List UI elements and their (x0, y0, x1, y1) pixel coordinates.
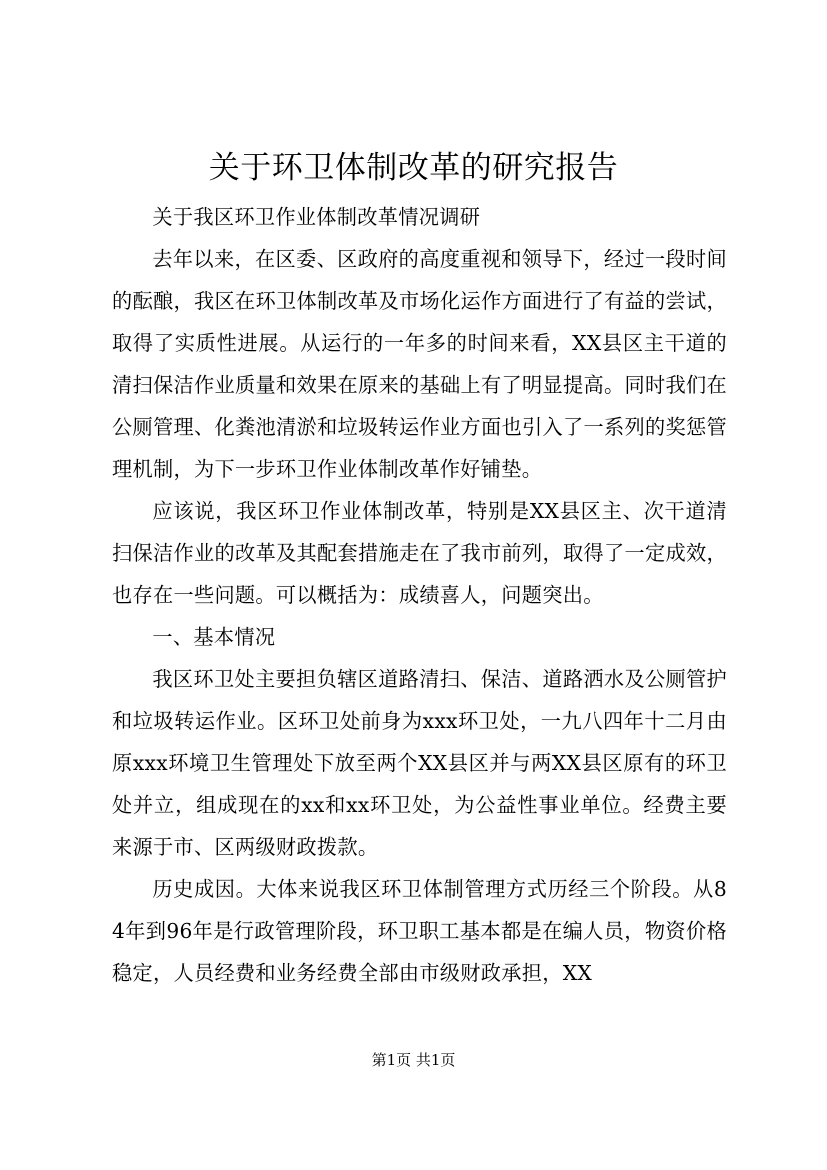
paragraph-subtitle: 关于我区环卫作业体制改革情况调研 (152, 205, 481, 229)
document-body (112, 196, 727, 994)
section-heading: 一、基本情况 (152, 625, 276, 649)
paragraph: 历史成因。大体来说我区环卫体制管理方式历经三个阶段。从84年到96年是行政管理阶段，环卫职工基本都是在编人员，物资价格稳定，人员经费和业务经费全部由市级财政承担，XX (112, 877, 727, 985)
paragraph: 去年以来，在区委、区政府的高度重视和领导下，经过一段时间的酝酿，我区在环卫体制改革及市场化运作方面进行了有益的尝试，取得了实质性进展。从运行的一年多的时间来看，XX县区主干道的清扫保洁作业质量和效果在原来的基础上有了明显提高。同时我们在公厕管理、化粪池清淤和垃圾转运作业方面也引入了一系列的奖惩管理机制，为下一步环卫作业体制改革作好铺垫。 (112, 247, 727, 481)
paragraph: 应该说，我区环卫作业体制改革，特别是XX县区主、次干道清扫保洁作业的改革及其配套措施走在了我市前列，取得了一定成效，也存在一些问题。可以概括为：成绩喜人，问题突出。 (112, 499, 727, 607)
document-title: 关于环卫体制改革的研究报告 (208, 150, 619, 186)
page-footer: 第1页 共1页 (371, 1051, 456, 1069)
paragraph: 我区环卫处主要担负辖区道路清扫、保洁、道路洒水及公厕管护和垃圾转运作业。区环卫处前身为xxx环卫处，一九八四年十二月由原xxx环境卫生管理处下放至两个XX县区并与两XX县区原有的环卫处并立，组成现在的xx和xx环卫处，为公益性事业单位。经费主要来源于市、区两级财政拨款。 (112, 667, 727, 859)
